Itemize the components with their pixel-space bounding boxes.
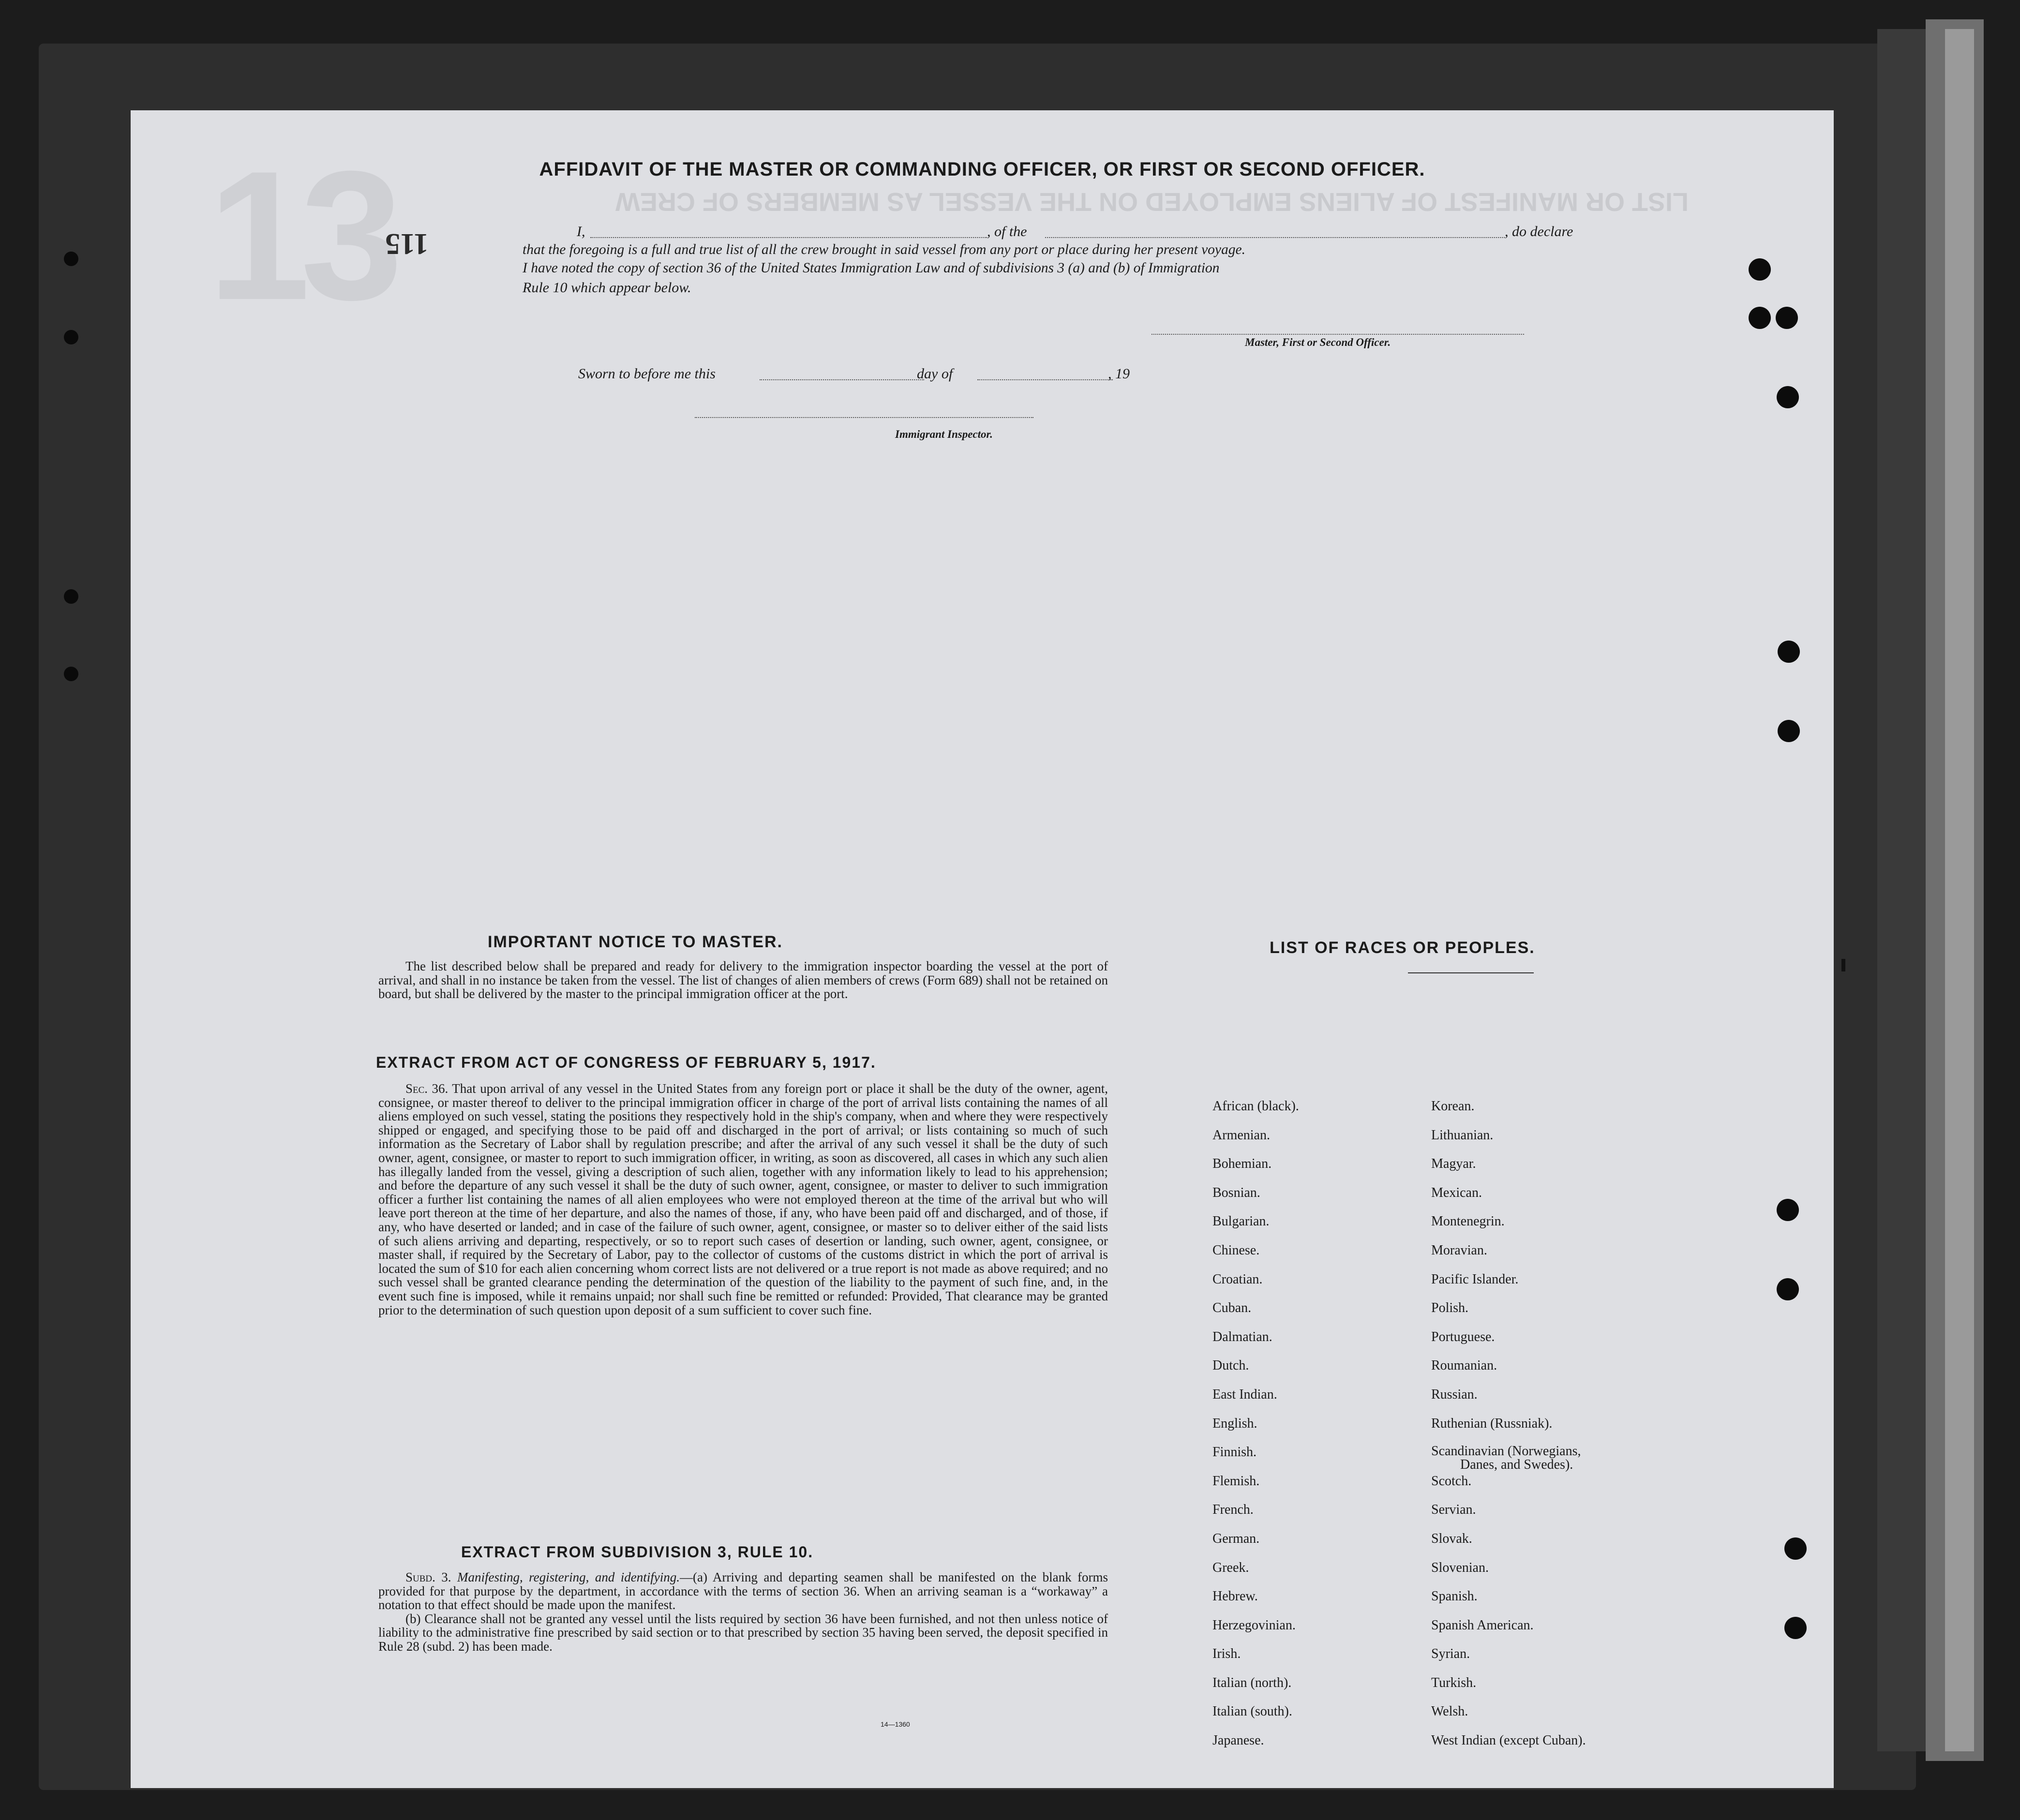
inspector-signature-line[interactable] (695, 417, 1033, 418)
race-item-line: Scandinavian (Norwegians, (1431, 1444, 1581, 1459)
binder-hole (64, 589, 78, 604)
race-item: Bosnian. (1212, 1185, 1260, 1200)
race-item: Bohemian. (1212, 1156, 1272, 1172)
notice-text (378, 959, 1108, 1001)
binder-hole (1749, 307, 1771, 329)
affidavit-line-3: I have noted the copy of section 36 of the United States Immigration Law and of subdivisions 3 (a) and (b) of Immigration (523, 260, 1220, 276)
race-item: Italian (north). (1212, 1675, 1292, 1690)
section-36-text (378, 1082, 1108, 1317)
month-blank[interactable] (977, 379, 1113, 380)
rule-text-a: —(a) Arriving and departing seamen shall be manifested on the blank forms provided for that purpose by the department, in accordance with the terms of section 36. When an arriving seaman is a “workaway” a notation to that effect should be made upon the manifest. (378, 1570, 1108, 1612)
race-item: Hebrew. (1212, 1589, 1258, 1604)
race-item: French. (1212, 1502, 1254, 1518)
race-item: Mexican. (1431, 1185, 1482, 1200)
binder-hole (1778, 720, 1800, 742)
race-item: Slovenian. (1431, 1560, 1489, 1575)
form-footer-number: 14—1360 (881, 1720, 910, 1728)
affidavit-line-4: Rule 10 which appear below. (523, 280, 691, 296)
race-item-two-line (1431, 1445, 1586, 1474)
affidavit-do-declare: , do declare (1505, 224, 1573, 239)
race-item-line: Danes, and Swedes). (1460, 1457, 1573, 1473)
binder-hole (1776, 307, 1798, 329)
race-item: Japanese. (1212, 1733, 1264, 1748)
sworn-text: Sworn to before me this (578, 366, 716, 382)
race-item: Lithuanian. (1431, 1127, 1494, 1143)
race-item: Roumanian. (1431, 1358, 1497, 1373)
race-item: Chinese. (1212, 1242, 1260, 1258)
race-item: Finnish. (1212, 1445, 1257, 1460)
subd-label: Subd. 3. (405, 1570, 451, 1584)
binder-hole (1778, 641, 1800, 663)
extract-act-heading: EXTRACT FROM ACT OF CONGRESS OF FEBRUARY 5, 1917. (376, 1054, 876, 1071)
race-item: Moravian. (1431, 1242, 1487, 1258)
page-notch (1841, 959, 1845, 971)
binder-hole (64, 330, 78, 344)
name-blank[interactable] (590, 237, 987, 238)
page-edge (1945, 29, 1974, 1751)
race-item: Spanish. (1431, 1589, 1478, 1604)
rule-text-b: (b) Clearance shall not be granted any vessel until the lists required by section 36 have been furnished, and not then unless notice of liability to the administrative fine prescribed by said section or to that prescribed by section 35 having been served, the deposit specified in Rule 28 (subd. 2) has been made. (378, 1611, 1108, 1654)
race-item: English. (1212, 1416, 1257, 1431)
notice-paragraph: The list described below shall be prepared and ready for delivery to the immigration inspector boarding the vessel at the port of arrival, and shall in no instance be taken from the vessel. The list of changes of alien members of crews (Form 689) shall not be retained on board, but shall be delivered by the master to the principal immigration officer at the port. (378, 959, 1108, 1001)
race-item: African (black). (1212, 1099, 1299, 1114)
inspector-label: Immigrant Inspector. (895, 428, 993, 440)
bleed-through-heading: LIST OR MANIFEST OF ALIENS EMPLOYED ON THE VESSEL AS MEMBERS OF CREW (615, 187, 1689, 216)
section-label: Sec. 36. (405, 1081, 449, 1096)
race-item: Portuguese. (1431, 1329, 1495, 1344)
race-item: Servian. (1431, 1502, 1476, 1518)
race-item: Flemish. (1212, 1473, 1260, 1489)
race-item: Syrian. (1431, 1646, 1470, 1662)
signature-label: Master, First or Second Officer. (1245, 336, 1391, 348)
race-item: Korean. (1431, 1099, 1475, 1114)
race-item: Irish. (1212, 1646, 1241, 1662)
race-item: Spanish American. (1431, 1617, 1534, 1633)
signature-line[interactable] (1152, 334, 1524, 335)
race-item: Slovak. (1431, 1531, 1472, 1546)
day-blank[interactable] (760, 379, 924, 380)
race-item: Welsh. (1431, 1704, 1468, 1719)
year-text: , 19 (1108, 366, 1130, 382)
race-item: Dalmatian. (1212, 1329, 1272, 1344)
race-item: Ruthenian (Russniak). (1431, 1416, 1553, 1431)
subd-title: Manifesting, registering, and identifying. (457, 1570, 680, 1584)
binder-hole (1777, 1278, 1799, 1300)
binder-hole (64, 252, 78, 266)
race-item: Herzegovinian. (1212, 1617, 1296, 1633)
binder-hole (1784, 1537, 1807, 1560)
race-item: East Indian. (1212, 1387, 1277, 1402)
races-column-2 (1431, 1099, 1586, 1762)
binder-hole (1749, 258, 1771, 281)
extract-rule-heading: EXTRACT FROM SUBDIVISION 3, RULE 10. (461, 1543, 814, 1561)
race-item: German. (1212, 1531, 1260, 1546)
races-divider (1408, 972, 1534, 973)
vessel-blank[interactable] (1045, 237, 1505, 238)
race-item: Croatian. (1212, 1271, 1263, 1287)
section-36-body: That upon arrival of any vessel in the United States from any foreign port or place it shall be the duty of the owner, agent, consignee, or master thereof to deliver to the principal immigration officer in charge of the port of arrival lists containing the names of all aliens employed on such vessel, stating the positions they respectively hold in the ship's company, when and where they were respectively shipped or engaged, and specifying those to be paid off and discharged in the port of arrival; or lists containing so much of such information as the Secretary of Labor shall by regulation prescribe; and after the arrival of any such vessel it shall be the duty of such owner, agent, consignee, or master to report to such immigration officer, in writing, as soon as discovered, all cases in which any such alien has illegally landed from the vessel, giving a description of such alien, together with any information likely to lead to his apprehension; and before the departure of any such vessel it shall be the duty of such owner, agent, consignee, or master to deliver to such immigration officer a further list containing the names of all alien employees who were not employed thereon at the time of the arrival but who will leave port thereon at the time of her departure, and also the names of those, if any, who have been paid off and discharged, and of those, if any, who have deserted or landed; and in case of the failure of such owner, agent, consignee, or master so to deliver either of the said lists of such aliens arriving and departing, respectively, or so to report such cases of desertion or landing, such owner, agent, consignee, or master shall, if required by the Secretary of Labor, pay to the collector of customs of the customs district in which the port of arrival is located the sum of $10 for each alien concerning whom correct lists are not delivered or a true report is not made as above required; and no such vessel shall be granted clearance pending the determination of the question of the liability to the payment of such fine, and, in the event such fine is imposed, while it remains unpaid; nor shall such fine be remitted or refunded: Provided, That clearance may be granted prior to the determination of such question upon deposit of a sum sufficient to cover such fine. (378, 1081, 1108, 1317)
races-column-1 (1212, 1099, 1299, 1762)
document-page (131, 110, 1834, 1788)
race-item: Italian (south). (1212, 1704, 1292, 1719)
race-item: Turkish. (1431, 1675, 1477, 1690)
binder-hole (64, 667, 78, 681)
race-item: Polish. (1431, 1300, 1469, 1316)
race-item: Dutch. (1212, 1358, 1249, 1373)
folio-stamp: 115 (385, 227, 429, 260)
races-heading: LIST OF RACES OR PEOPLES. (1270, 939, 1535, 957)
race-item: Greek. (1212, 1560, 1249, 1575)
affidavit-line-2: that the foregoing is a full and true list of all the crew brought in said vessel from any port or place during her present voyage. (523, 242, 1245, 257)
race-item: Pacific Islander. (1431, 1271, 1519, 1287)
affidavit-i: I, (577, 224, 585, 239)
race-item: Magyar. (1431, 1156, 1476, 1172)
race-item: Armenian. (1212, 1127, 1270, 1143)
race-item: Bulgarian. (1212, 1214, 1270, 1229)
race-item: West Indian (except Cuban). (1431, 1733, 1586, 1748)
day-of-text: day of (917, 366, 953, 382)
rule-10-text (378, 1570, 1108, 1654)
race-item: Cuban. (1212, 1300, 1252, 1316)
binder-hole (1777, 1199, 1799, 1221)
binder-hole (1777, 386, 1799, 408)
affidavit-of-the: , of the (987, 224, 1027, 239)
race-item: Montenegrin. (1431, 1214, 1505, 1229)
race-item: Russian. (1431, 1387, 1478, 1402)
notice-heading: IMPORTANT NOTICE TO MASTER. (488, 933, 783, 951)
race-item: Scotch. (1431, 1473, 1472, 1489)
affidavit-title: AFFIDAVIT OF THE MASTER OR COMMANDING OFFICER, OR FIRST OR SECOND OFFICER. (539, 159, 1425, 180)
page-stamp-number: 13 (208, 133, 393, 338)
binder-hole (1784, 1617, 1807, 1639)
